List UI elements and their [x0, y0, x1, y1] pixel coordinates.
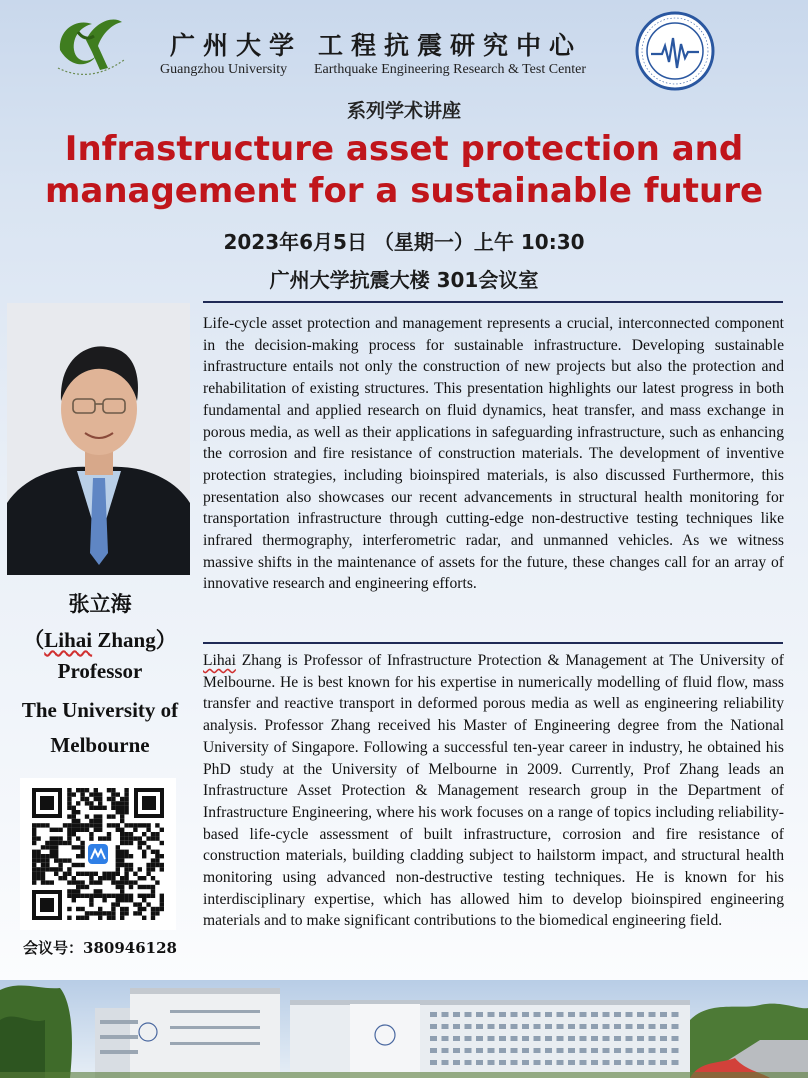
speaker-photo [7, 303, 190, 575]
lecture-title [0, 128, 808, 212]
speaker-affiliation-line1: The University of [21, 698, 179, 722]
meeting-qr-code[interactable] [20, 778, 176, 930]
guangzhou-university-logo-icon [52, 10, 128, 82]
earthquake-center-seal-icon [634, 10, 716, 92]
meeting-number: 会议号：380946128 [23, 939, 177, 957]
speaker-last-name: Zhang） [92, 628, 177, 652]
campus-photo [0, 980, 808, 1078]
divider-top [203, 301, 783, 303]
abstract-paragraph: Life-cycle asset protection and management represents a crucial, interconnected component in the decision-making process for sustainable infrastructure. Developing sustainable infrastructure entails not only the construction of new projects but also the protection and rehabilitation of existing structures. This presentation highlights our latest progress in both fundamental and applied research on fluid dynamics, heat transfer, and mass exchange in porous media, as well as their applications in safeguarding infrastructure, such as enhancing the corrosion and fire resistance of construction materials. The development of inventive protection strategies, including bioinspired materials, is also discussed Furthermore, this presentation also showcases our recent advancements in structural health monitoring for transportation infrastructure through cutting-edge non-destructive testing techniques like infrared thermography, interferometric radar, and unmanned vehicles. As we witness massive shifts in the maintenance of assets for the future, these changes call for an array of innovative research and engineering efforts. [203, 315, 784, 593]
speaker-name-cn: 张立海 [68, 591, 132, 616]
center-name-cn: 工程抗震研究中心 [318, 31, 583, 60]
bio-text: Zhang is Professor of Infrastructure Protection & Management at The University of Melbourne. He is best known for his expertise in numerically modelling of fluid flow, mass transfer and reactive transport in deformed porous media as well as engineering reliability analysis. Professor Zhang received his Master of Engineering degree from the National University of Singapore. Following a successful ten-year career in industry, he obtained his PhD study at the University of Melbourne in 2009. Currently, Prof Zhang leads an Infrastructure Asset Protection & Management research group in the Department of Infrastructure Engineering, where his work focuses on a range of topics including reliability-based life-cycle assessment of built infrastructure, corrosion and fire resistance of construction materials, building cladding subject to hailstorm impact, and structural health monitoring using advanced non-destructive testing techniques. He is known for his interdisciplinary expertise, which has allowed him to develop bioinspired engineering materials and to make significant contributions to the biomedical engineering field. [203, 652, 784, 930]
speaker-affiliation-line2: Melbourne [50, 733, 150, 757]
lecture-series-label: 系列学术讲座 [346, 100, 461, 122]
university-name-en: Guangzhou University [160, 62, 288, 77]
speaker-first-name: Lihai [44, 628, 93, 652]
lecture-title-line2: management for a sustainable future [44, 171, 764, 211]
center-name-en: Earthquake Engineering Research & Test Center [314, 62, 587, 77]
lecture-datetime: 2023年6月5日 （星期一）上午 10:30 [223, 230, 585, 254]
name-open-paren: （ [23, 628, 45, 652]
speaker-name-en [0, 624, 200, 654]
divider-middle [203, 642, 783, 644]
lecture-title-line1: Infrastructure asset protection and [64, 129, 744, 169]
speaker-title: Professor [57, 659, 143, 683]
bio-paragraph [203, 650, 784, 932]
university-name-cn: 广州大学 [170, 31, 303, 60]
lecture-venue: 广州大学抗震大楼 301会议室 [269, 268, 539, 292]
bio-first-word: Lihai [203, 652, 236, 669]
speaker-affiliation [0, 693, 200, 763]
